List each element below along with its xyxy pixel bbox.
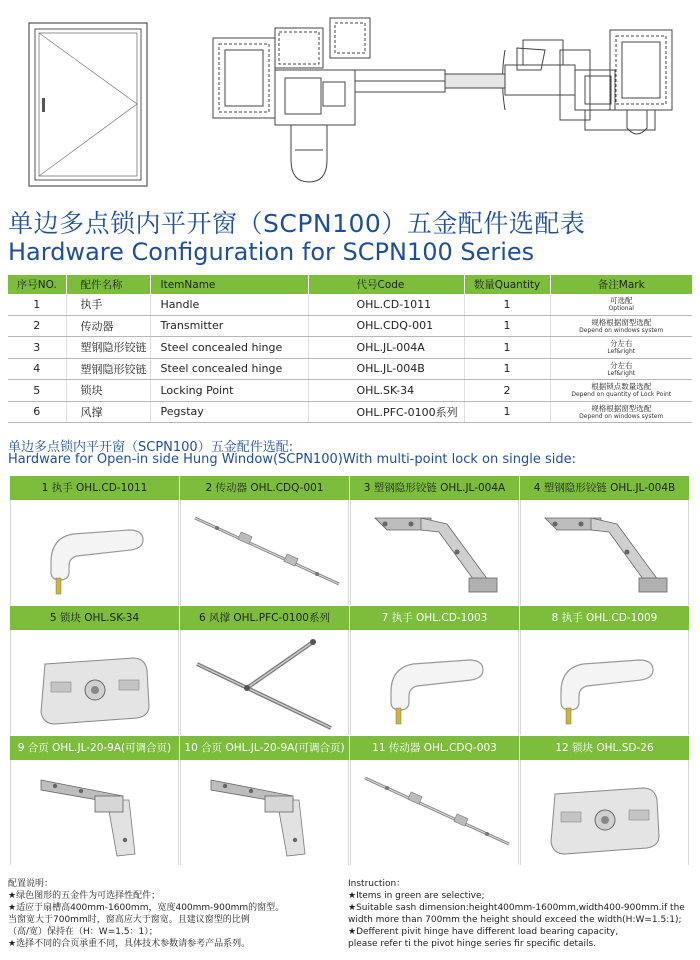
header-mark: 备注Mark: [550, 275, 692, 294]
row-mark-cn: 分左右: [610, 339, 633, 349]
product-card: [180, 736, 350, 865]
row-mark: [550, 294, 692, 315]
table-row: [8, 358, 692, 380]
row-quantity: 1: [464, 401, 550, 423]
notes-en-line: please refer ti the pivot hinge series fir specific details.: [348, 939, 597, 949]
row-name-cn: 执手: [66, 294, 150, 315]
product-card: [520, 736, 690, 865]
header-name-cn: 配件名称: [66, 275, 150, 294]
row-mark-en: Depend on windows system: [579, 326, 664, 334]
product-image: [180, 760, 349, 865]
table-row: [8, 380, 692, 402]
product-label: 1 执手 OHL.CD-1011: [10, 476, 179, 500]
notes-en-line: ★Suitable sash dimension:height400mm-1600mm,width400-900mm.if the: [348, 903, 685, 913]
header-item-name: ItemName: [150, 275, 308, 294]
product-image: [10, 500, 179, 605]
table-row: [8, 315, 692, 337]
row-item-name: Pegstay: [150, 401, 308, 423]
product-card: [520, 476, 690, 605]
product-card: [10, 736, 180, 865]
product-card: [520, 606, 690, 735]
product-image: [350, 630, 519, 735]
product-label: 3 塑钢隐形铰链 OHL.JL-004A: [350, 476, 519, 500]
row-mark-cn: 根据锁点数量选配: [591, 382, 652, 392]
header-no: 序号NO.: [8, 275, 66, 294]
notes-cn-line: 当窗宽大于700mm时，窗高应大于窗宽。且建议窗型的比例: [8, 915, 250, 925]
notes-en-line: ★Items in green are selective;: [348, 891, 485, 901]
product-card: [350, 606, 520, 735]
notes-cn-line: ★选择不同的合页承重不同，具体技术参数请参考产品系列。: [8, 939, 251, 949]
adjustable-hinge-icon: [11, 760, 179, 865]
row-mark-en: Depend on quantity of Lock Point: [571, 391, 672, 399]
header-code: 代号Code: [308, 275, 464, 294]
notes-en-title: Instruction：: [348, 879, 406, 889]
product-card: [10, 476, 180, 605]
row-code: OHL.JL-004A: [308, 337, 464, 359]
row-mark-cn: 可选配: [610, 296, 633, 306]
adjustable-hinge-icon: [181, 760, 349, 865]
hinge-icon: [521, 500, 689, 605]
page-title-en: Hardware Configuration for SCPN100 Series: [8, 238, 535, 266]
row-name-cn: 塑钢隐形铰链: [66, 358, 150, 380]
product-label: 4 塑钢隐形铰链 OHL.JL-004B: [520, 476, 689, 500]
transmitter-icon: [351, 760, 519, 865]
row-item-name: Steel concealed hinge: [150, 337, 308, 359]
product-image: [10, 630, 179, 735]
selection-subtitle-en: Hardware for Open-in side Hung Window(SCPN100)With multi-point lock on single side:: [8, 452, 576, 467]
notes-cn-line: ★绿色图形的五金件为可选择性配件；: [8, 891, 161, 901]
row-name-cn: 风撑: [66, 401, 150, 423]
page-title-cn: 单边多点锁内平开窗（SCPN100）五金配件选配表: [8, 209, 586, 238]
product-image: [350, 760, 519, 865]
product-label: 2 传动器 OHL.CDQ-001: [180, 476, 349, 500]
row-mark: [550, 380, 692, 402]
transmitter-icon: [181, 500, 349, 605]
row-mark-en: Optional: [608, 305, 634, 313]
notes-en-line: width more than 700mm the height should exceed the width(H:W=1.5:1);: [348, 915, 682, 925]
row-code: OHL.CDQ-001: [308, 315, 464, 337]
product-card: [350, 476, 520, 605]
row-mark-cn: 规格根据窗型选配: [591, 403, 652, 413]
handle-icon: [11, 500, 179, 605]
product-image: [180, 500, 349, 605]
table-row: [8, 401, 692, 423]
row-mark-en: Lef&right: [607, 348, 636, 356]
row-code: OHL.SK-34: [308, 380, 464, 402]
row-item-name: Handle: [150, 294, 308, 315]
product-label: 6 风撑 OHL.PFC-0100系列: [180, 606, 349, 630]
table-row: [8, 294, 692, 315]
product-image: [350, 500, 519, 605]
row-no: 3: [8, 337, 66, 359]
row-item-name: Transmitter: [150, 315, 308, 337]
row-no: 6: [8, 401, 66, 423]
row-item-name: Steel concealed hinge: [150, 358, 308, 380]
hinge-icon: [351, 500, 519, 605]
notes-cn: [8, 878, 338, 950]
row-name-cn: 传动器: [66, 315, 150, 337]
product-label: 12 锁块 OHL.SD-26: [520, 736, 689, 760]
hardware-config-table: [8, 275, 692, 423]
row-quantity: 1: [464, 358, 550, 380]
product-card: [350, 736, 520, 865]
product-image: [520, 630, 689, 735]
row-mark-cn: 分左右: [610, 360, 633, 370]
row-quantity: 1: [464, 337, 550, 359]
row-mark-en: Lef&right: [607, 369, 636, 377]
selection-subtitle-cn: 单边多点锁内平开窗（SCPN100）五金配件选配:: [8, 440, 294, 455]
product-label: 10 合页 OHL.JL-20-9A(可调合页): [180, 736, 349, 760]
header-quantity: 数量Quantity: [464, 275, 550, 294]
notes-cn-title: 配置说明：: [8, 879, 54, 889]
handle-icon: [351, 630, 519, 735]
product-card: [10, 606, 180, 735]
locking-point-icon: [521, 760, 689, 865]
product-label: 9 合页 OHL.JL-20-9A(可调合页): [10, 736, 179, 760]
product-card: [180, 476, 350, 605]
row-no: 2: [8, 315, 66, 337]
handle-icon: [521, 630, 689, 735]
row-item-name: Locking Point: [150, 380, 308, 402]
profile-section-drawing: [205, 10, 685, 195]
product-card: [180, 606, 350, 735]
row-mark: [550, 337, 692, 359]
row-code: OHL.PFC-0100系列: [308, 401, 464, 423]
product-label: 7 执手 OHL.CD-1003: [350, 606, 519, 630]
notes-cn-line: （高/宽）保持在（H：W=1.5：1）；: [8, 927, 158, 937]
product-label: 8 执手 OHL.CD-1009: [520, 606, 689, 630]
product-image: [180, 630, 349, 735]
product-label: 5 锁块 OHL.SK-34: [10, 606, 179, 630]
window-elevation-drawing: [28, 22, 148, 187]
product-label: 11 传动器 OHL.CDQ-003: [350, 736, 519, 760]
row-mark-en: Depend on windows system: [579, 412, 664, 420]
row-code: OHL.CD-1011: [308, 294, 464, 315]
row-name-cn: 锁块: [66, 380, 150, 402]
notes-cn-line: ★适应于扇槽高400mm-1600mm，宽度400mm-900mm的窗型。: [8, 903, 285, 913]
row-quantity: 1: [464, 294, 550, 315]
product-image: [520, 760, 689, 865]
row-mark: [550, 315, 692, 337]
row-no: 1: [8, 294, 66, 315]
row-no: 5: [8, 380, 66, 402]
pegstay-icon: [181, 630, 349, 735]
table-header-row: [8, 275, 692, 294]
product-image: [10, 760, 179, 865]
row-no: 4: [8, 358, 66, 380]
product-grid: [10, 476, 690, 864]
locking-point-icon: [11, 630, 179, 735]
table-row: [8, 337, 692, 359]
row-name-cn: 塑钢隐形铰链: [66, 337, 150, 359]
row-quantity: 2: [464, 380, 550, 402]
notes-en: [348, 878, 693, 950]
notes-en-line: ★Defferent pivit hinge have different load bearing capacity,: [348, 927, 619, 937]
row-mark: [550, 401, 692, 423]
row-code: OHL.JL-004B: [308, 358, 464, 380]
row-mark-cn: 规格根据窗型选配: [591, 317, 652, 327]
product-image: [520, 500, 689, 605]
row-quantity: 1: [464, 315, 550, 337]
row-mark: [550, 358, 692, 380]
